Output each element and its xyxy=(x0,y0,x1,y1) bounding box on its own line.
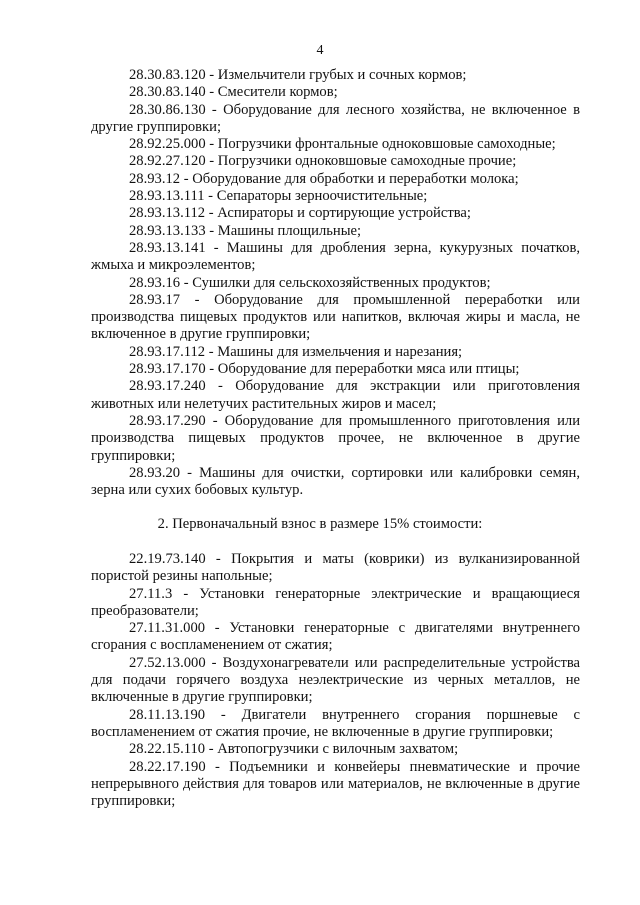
okpd-item: 28.93.17.170 - Оборудование для переработки мяса или птицы; xyxy=(129,361,520,378)
okpd-item: 28.93.16 - Сушилки для сельскохозяйственных продуктов; xyxy=(129,274,491,291)
okpd-item: 28.22.17.190 - Подъемники и конвейеры пневматические и прочие непрерывного действия для товаров или материалов, не включенные в другие группировки; xyxy=(91,758,580,810)
okpd-item: 28.93.17.290 - Оборудование для промышленного приготовления или производства пищевых продуктов прочее, не включенное в другие группировки; xyxy=(91,412,580,464)
section-2-list xyxy=(91,551,580,810)
okpd-item: 22.19.73.140 - Покрытия и маты (коврики) из вулканизированной пористой резины напольные; xyxy=(91,551,580,585)
okpd-item: 28.93.17.240 - Оборудование для экстракции или приготовления животных или нелетучих растительных жиров и масел; xyxy=(91,378,580,412)
okpd-item: 27.11.3 - Установки генераторные электрические и вращающиеся преобразователи; xyxy=(91,585,580,619)
page-number: 4 xyxy=(316,43,324,58)
okpd-item: 28.93.13.111 - Сепараторы зерноочистительные; xyxy=(129,188,428,205)
okpd-item: 28.11.13.190 - Двигатели внутреннего сгорания поршневые с воспламенением от сжатия прочие, не включенные в другие группировки; xyxy=(91,706,580,740)
okpd-item: 28.30.83.120 - Измельчители грубых и сочных кормов; xyxy=(129,67,467,83)
okpd-item: 28.93.13.133 - Машины площильные; xyxy=(129,222,362,239)
okpd-item: 28.93.13.112 - Аспираторы и сортирующие устройства; xyxy=(129,205,471,222)
okpd-item: 28.92.25.000 - Погрузчики фронтальные одноковшовые самоходные; xyxy=(129,136,556,153)
section-1-list xyxy=(91,67,580,499)
okpd-item: 27.11.31.000 - Установки генераторные с двигателями внутреннего сгорания с воспламенением от сжатия; xyxy=(91,620,580,654)
okpd-item: 28.30.83.140 - Смесители кормов; xyxy=(129,84,338,101)
section-2-heading: 2. Первоначальный взнос в размере 15% стоимости: xyxy=(157,516,483,532)
okpd-item: 28.93.17 - Оборудование для промышленной переработки или производства пищевых продуктов или напитков, включая жиры и масла, не включенное в другие группировки; xyxy=(91,291,580,343)
okpd-item: 28.30.86.130 - Оборудование для лесного хозяйства, не включенное в другие группировки; xyxy=(91,101,580,135)
okpd-item: 28.93.17.112 - Машины для измельчения и нарезания; xyxy=(129,343,463,360)
okpd-item: 27.52.13.000 - Воздухонагреватели или распределительные устройства для подачи горячего воздуха неэлектрические из черных металлов, не включенные в другие группировки; xyxy=(91,654,580,706)
okpd-item: 28.92.27.120 - Погрузчики одноковшовые самоходные прочие; xyxy=(129,153,517,170)
okpd-item: 28.93.12 - Оборудование для обработки и переработки молока; xyxy=(129,170,519,187)
okpd-item: 28.93.13.141 - Машины для дробления зерна, кукурузных початков, жмыха и микроэлементов; xyxy=(91,239,580,274)
okpd-item: 28.22.15.110 - Автопогрузчики с вилочным захватом; xyxy=(129,741,459,758)
okpd-item: 28.93.20 - Машины для очистки, сортировки или калибровки семян, зерна или сухих бобовых культур. xyxy=(91,464,580,499)
